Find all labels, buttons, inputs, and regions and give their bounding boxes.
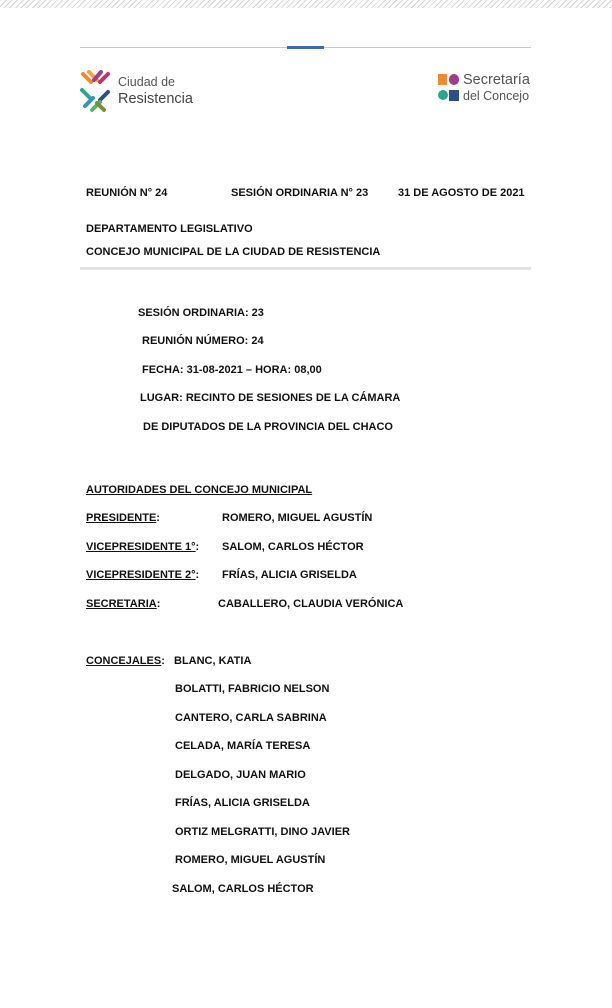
- date-time: FECHA: 31-08-2021 – HORA: 08,00: [142, 364, 322, 376]
- role-label: VICEPRESIDENTE 2°: [86, 569, 196, 581]
- role-suffix: :: [156, 512, 160, 524]
- session-number: SESIÓN ORDINARIA: 23: [138, 307, 264, 319]
- role-suffix: :: [195, 569, 200, 581]
- meeting-number: REUNIÓN NÚMERO: 24: [142, 335, 264, 347]
- council-member: DELGADO, JUAN MARIO: [175, 769, 306, 781]
- authority-name-secretaria: CABALLERO, CLAUDIA VERÓNICA: [218, 598, 404, 610]
- ciudad-logo-line2: Resistencia: [118, 91, 193, 107]
- council-member: ROMERO, MIGUEL AGUSTÍN: [175, 854, 326, 866]
- council-member: CANTERO, CARLA SABRINA: [175, 712, 327, 724]
- header-concejo: CONCEJO MUNICIPAL DE LA CIUDAD DE RESISTENCIA: [86, 246, 381, 258]
- top-accent-bar: [287, 46, 324, 49]
- council-label: [86, 655, 165, 667]
- authority-name-vice1: SALOM, CARLOS HÉCTOR: [222, 541, 364, 553]
- council-label-text: CONCEJALES: [86, 655, 162, 667]
- secretaria-logo-line2: del Concejo: [463, 89, 530, 103]
- header-departamento: DEPARTAMENTO LEGISLATIVO: [86, 223, 253, 235]
- authority-name-vice2: FRÍAS, ALICIA GRISELDA: [222, 569, 357, 581]
- location-line1: LUGAR: RECINTO DE SESIONES DE LA CÁMARA: [140, 392, 401, 404]
- role-suffix: :: [195, 541, 200, 553]
- council-member: SALOM, CARLOS HÉCTOR: [172, 883, 314, 895]
- secretaria-logo-line1: Secretaría: [463, 72, 530, 88]
- council-member: ORTIZ MELGRATTI, DINO JAVIER: [175, 826, 350, 838]
- header-divider: [80, 267, 531, 270]
- council-member: BOLATTI, FABRICIO NELSON: [175, 683, 330, 695]
- secretaria-logo-icon: [437, 72, 461, 106]
- role-label: VICEPRESIDENTE 1°: [86, 541, 196, 553]
- role-label: SECRETARIA: [86, 598, 157, 610]
- role-suffix: :: [156, 598, 161, 610]
- top-hatch-border: [0, 0, 612, 8]
- council-member: CELADA, MARÍA TERESA: [175, 740, 311, 752]
- council-member: FRÍAS, ALICIA GRISELDA: [175, 797, 310, 809]
- authorities-heading: AUTORIDADES DEL CONCEJO MUNICIPAL: [86, 484, 313, 496]
- authority-role-presidente: [86, 512, 160, 524]
- authority-role-secretaria: [86, 598, 160, 610]
- role-label: PRESIDENTE: [86, 512, 157, 524]
- ciudad-logo-line1: Ciudad de: [118, 75, 175, 89]
- location-line2: DE DIPUTADOS DE LA PROVINCIA DEL CHACO: [143, 421, 393, 433]
- council-member: BLANC, KATIA: [174, 655, 252, 667]
- header-sesion: SESIÓN ORDINARIA N° 23: [231, 187, 369, 199]
- ciudad-logo-icon: [80, 70, 114, 114]
- authority-role-vice1: [86, 541, 199, 553]
- council-label-suffix: :: [161, 655, 165, 667]
- secretaria-concejo-logo: [437, 72, 537, 108]
- header-reunion: REUNIÓN N° 24: [86, 187, 168, 199]
- authority-name-presidente: ROMERO, MIGUEL AGUSTÍN: [222, 512, 373, 524]
- authority-role-vice2: [86, 569, 199, 581]
- ciudad-resistencia-logo: [80, 70, 200, 114]
- header-fecha: 31 DE AGOSTO DE 2021: [398, 187, 525, 199]
